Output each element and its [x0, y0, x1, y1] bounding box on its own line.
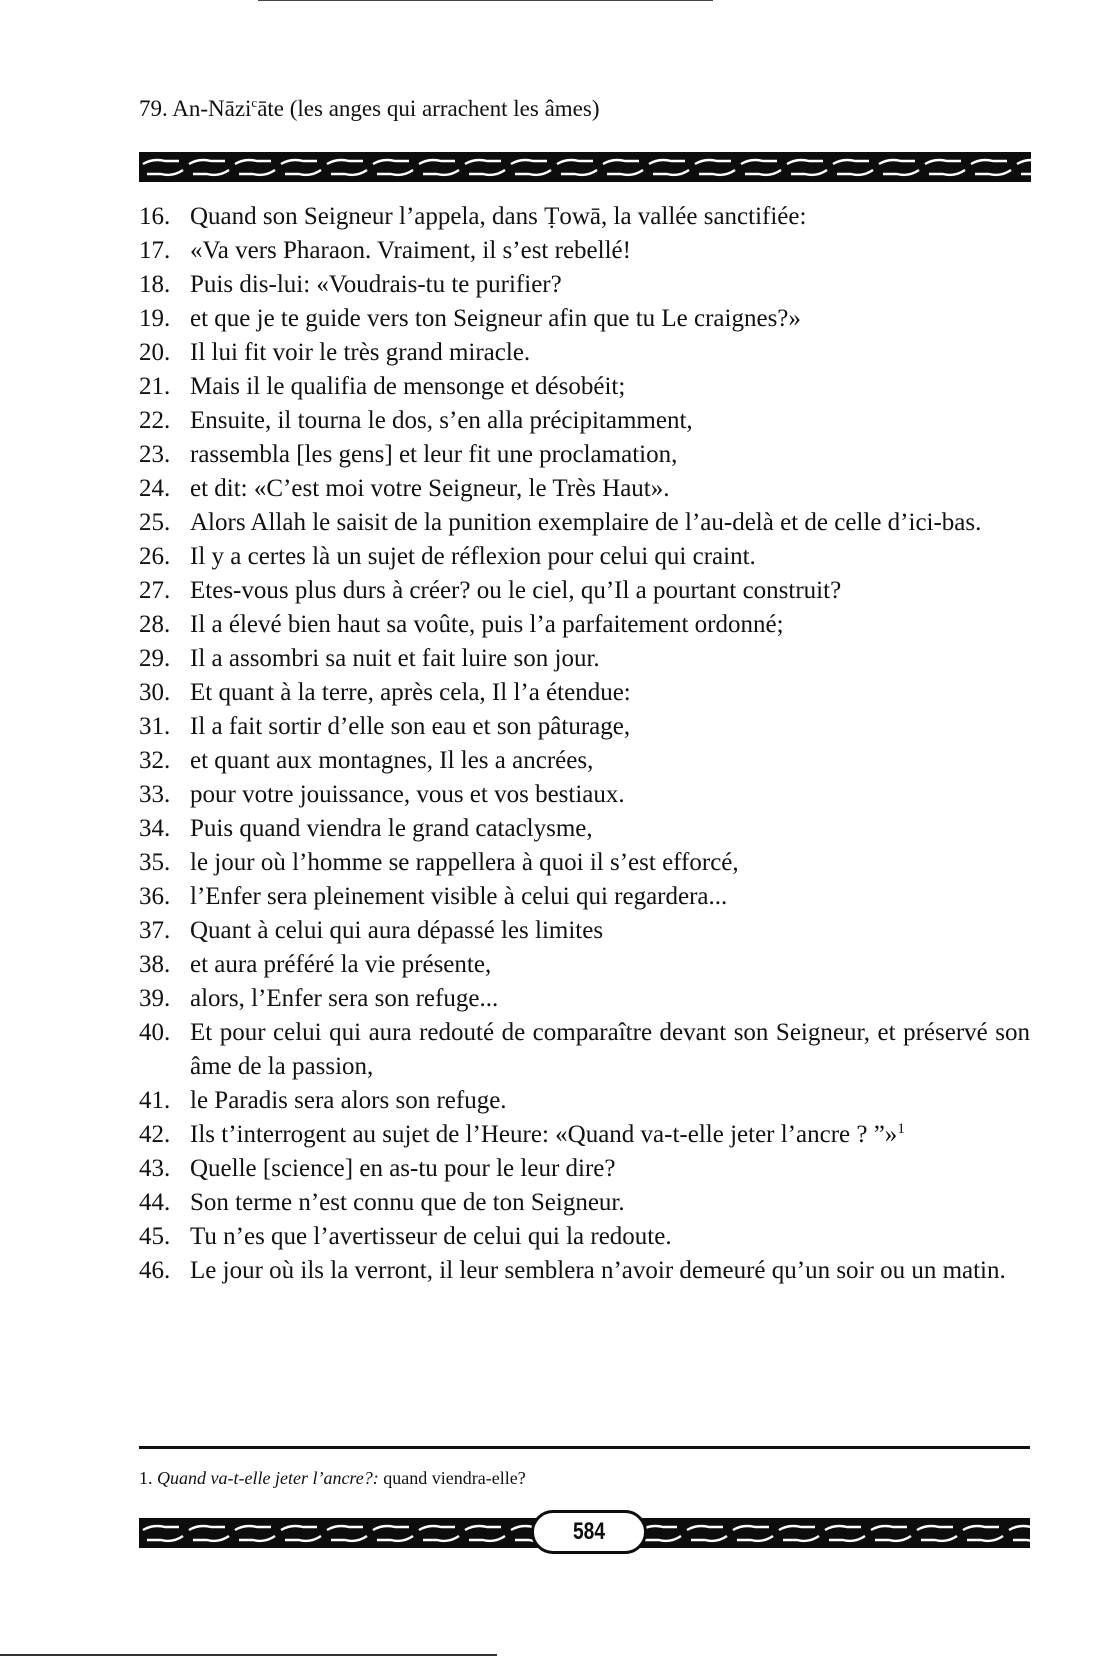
verse-number: 36.: [139, 883, 171, 910]
verse-26: [139, 540, 1030, 574]
verse-text: Il a élevé bien haut sa voûte, puis l’a parfaitement ordonné;: [190, 611, 784, 638]
verse-27: [139, 574, 1030, 608]
verse-25: [139, 506, 1030, 540]
verse-43: [139, 1152, 1030, 1186]
verse-number: 24.: [139, 475, 171, 502]
verse-17: [139, 234, 1030, 268]
verse-text: alors, l’Enfer sera son refuge...: [190, 985, 499, 1012]
verse-number: 22.: [139, 407, 171, 434]
verse-text: Puis dis-lui: «Voudrais-tu te purifier?: [190, 271, 562, 298]
verse-number: 45.: [139, 1223, 171, 1250]
verse-38: [139, 948, 1030, 982]
verse-number: 40.: [139, 1019, 171, 1046]
verse-31: [139, 710, 1030, 744]
verse-text: Quand son Seigneur l’appela, dans Ṭowā, la vallée sanctifiée:: [190, 203, 807, 230]
bottom-ornamental-band-left: [139, 1518, 541, 1548]
verse-text-with-note: [190, 1118, 1030, 1152]
verse-number: 33.: [139, 781, 171, 808]
verse-text: Il lui fit voir le très grand miracle.: [190, 339, 531, 366]
footnote: [139, 1466, 526, 1490]
verse-text: Quelle [science] en as-tu pour le leur dire?: [190, 1155, 616, 1182]
verse-39: [139, 982, 1030, 1016]
surah-title-part-2: āte (les anges qui arrachent les âmes): [257, 96, 600, 121]
verse-text: Mais il le qualifia de mensonge et désobéit;: [190, 373, 626, 400]
chain-pattern: [139, 152, 1031, 182]
verse-number: 19.: [139, 305, 171, 332]
verse-41: [139, 1084, 1030, 1118]
verse-text: Et pour celui qui aura redouté de comparaître devant son Seigneur, et préservé son âme de la passion,: [190, 1019, 1030, 1080]
verse-number: 29.: [139, 645, 171, 672]
verse-text: le Paradis sera alors son refuge.: [190, 1087, 507, 1114]
verse-42: [139, 1118, 1030, 1152]
verse-number: 44.: [139, 1189, 171, 1216]
verse-text: et dit: «C’est moi votre Seigneur, le Très Haut».: [190, 475, 670, 502]
chain-pattern: [139, 1518, 541, 1548]
verse-18: [139, 268, 1030, 302]
verse-text: «Va vers Pharaon. Vraiment, il s’est rebellé!: [190, 237, 631, 264]
verse-text: et quant aux montagnes, Il les a ancrées,: [190, 747, 594, 774]
verse-19: [139, 302, 1030, 336]
verse-text: Etes-vous plus durs à créer? ou le ciel, qu’Il a pourtant construit?: [190, 577, 842, 604]
verse-30: [139, 676, 1030, 710]
verse-text: Il y a certes là un sujet de réflexion pour celui qui craint.: [190, 543, 756, 570]
verse-list: [139, 200, 1030, 1288]
verse-20: [139, 336, 1030, 370]
verse-number: 31.: [139, 713, 171, 740]
verse-text: et aura préféré la vie présente,: [190, 951, 492, 978]
top-ornamental-band: [139, 152, 1031, 182]
verse-21: [139, 370, 1030, 404]
verse-number: 30.: [139, 679, 171, 706]
verse-number: 34.: [139, 815, 171, 842]
verse-number: 27.: [139, 577, 171, 604]
verse-32: [139, 744, 1030, 778]
verse-number: 20.: [139, 339, 171, 366]
verse-number: 41.: [139, 1087, 171, 1114]
verse-text: Ensuite, il tourna le dos, s’en alla précipitamment,: [190, 407, 693, 434]
verse-number: 43.: [139, 1155, 171, 1182]
verse-number: 21.: [139, 373, 171, 400]
footnote-term: Quand va-t-elle jeter l’ancre?:: [157, 1468, 379, 1488]
verse-28: [139, 608, 1030, 642]
verse-29: [139, 642, 1030, 676]
verse-number: 38.: [139, 951, 171, 978]
verse-text: Son terme n’est connu que de ton Seigneur.: [190, 1189, 625, 1216]
bottom-ornamental-band-right: [637, 1518, 1030, 1548]
page-number: 584: [572, 1518, 606, 1545]
verse-text: l’Enfer sera pleinement visible à celui qui regardera...: [190, 883, 728, 910]
verse-36: [139, 880, 1030, 914]
verse-34: [139, 812, 1030, 846]
verse-number: 23.: [139, 441, 171, 468]
verse-33: [139, 778, 1030, 812]
verse-number: 25.: [139, 509, 171, 536]
verse-text: et que je te guide vers ton Seigneur afin que tu Le craignes?»: [190, 305, 801, 332]
verse-number: 39.: [139, 985, 171, 1012]
verse-text: Et quant à la terre, après cela, Il l’a étendue:: [190, 679, 631, 706]
verse-text: Il a assombri sa nuit et fait luire son jour.: [190, 645, 600, 672]
verse-number: 16.: [139, 203, 171, 230]
verse-24: [139, 472, 1030, 506]
verse-45: [139, 1220, 1030, 1254]
surah-title: [139, 95, 600, 123]
chain-pattern: [637, 1518, 1030, 1548]
verse-text: rassembla [les gens] et leur fit une proclamation,: [190, 441, 678, 468]
verse-22: [139, 404, 1030, 438]
verse-23: [139, 438, 1030, 472]
verse-text: Il a fait sortir d’elle son eau et son pâturage,: [190, 713, 631, 740]
surah-title-superscript: c: [251, 95, 258, 110]
verse-number: 32.: [139, 747, 171, 774]
footnote-explanation: quand viendra-elle?: [383, 1468, 526, 1488]
verse-46: [139, 1254, 1030, 1288]
verse-number: 18.: [139, 271, 171, 298]
verse-number: 42.: [139, 1121, 171, 1148]
footnote-marker: 1.: [139, 1468, 153, 1488]
verse-number: 28.: [139, 611, 171, 638]
verse-text: Alors Allah le saisit de la punition exemplaire de l’au-delà et de celle d’ici-bas.: [190, 509, 982, 536]
footnote-reference: 1: [897, 1121, 905, 1137]
verse-44: [139, 1186, 1030, 1220]
verse-number: 17.: [139, 237, 171, 264]
verse-text: Tu n’es que l’avertisseur de celui qui la redoute.: [190, 1223, 672, 1250]
page-number-plate: [531, 1510, 647, 1554]
verse-number: 37.: [139, 917, 171, 944]
verse-text: Quant à celui qui aura dépassé les limites: [190, 917, 604, 944]
footnote-rule: [139, 1446, 1030, 1449]
verse-16: [139, 200, 1030, 234]
verse-number: 46.: [139, 1257, 171, 1284]
verse-text: pour votre jouissance, vous et vos bestiaux.: [190, 781, 625, 808]
verse-text: Ils t’interrogent au sujet de l’Heure: «Quand va-t-elle jeter l’ancre ? ”»: [190, 1121, 898, 1148]
verse-40: [139, 1016, 1030, 1084]
verse-text: le jour où l’homme se rappellera à quoi il s’est efforcé,: [190, 849, 739, 876]
verse-35: [139, 846, 1030, 880]
verse-number: 35.: [139, 849, 171, 876]
top-page-rule: [258, 0, 713, 1]
verse-number: 26.: [139, 543, 171, 570]
verse-text: Le jour où ils la verront, il leur semblera n’avoir demeuré qu’un soir ou un matin.: [190, 1257, 1006, 1284]
bottom-page-rule: [0, 1654, 497, 1656]
verse-37: [139, 914, 1030, 948]
surah-title-part-1: 79. An-Nāzi: [139, 96, 252, 121]
verse-text: Puis quand viendra le grand cataclysme,: [190, 815, 593, 842]
